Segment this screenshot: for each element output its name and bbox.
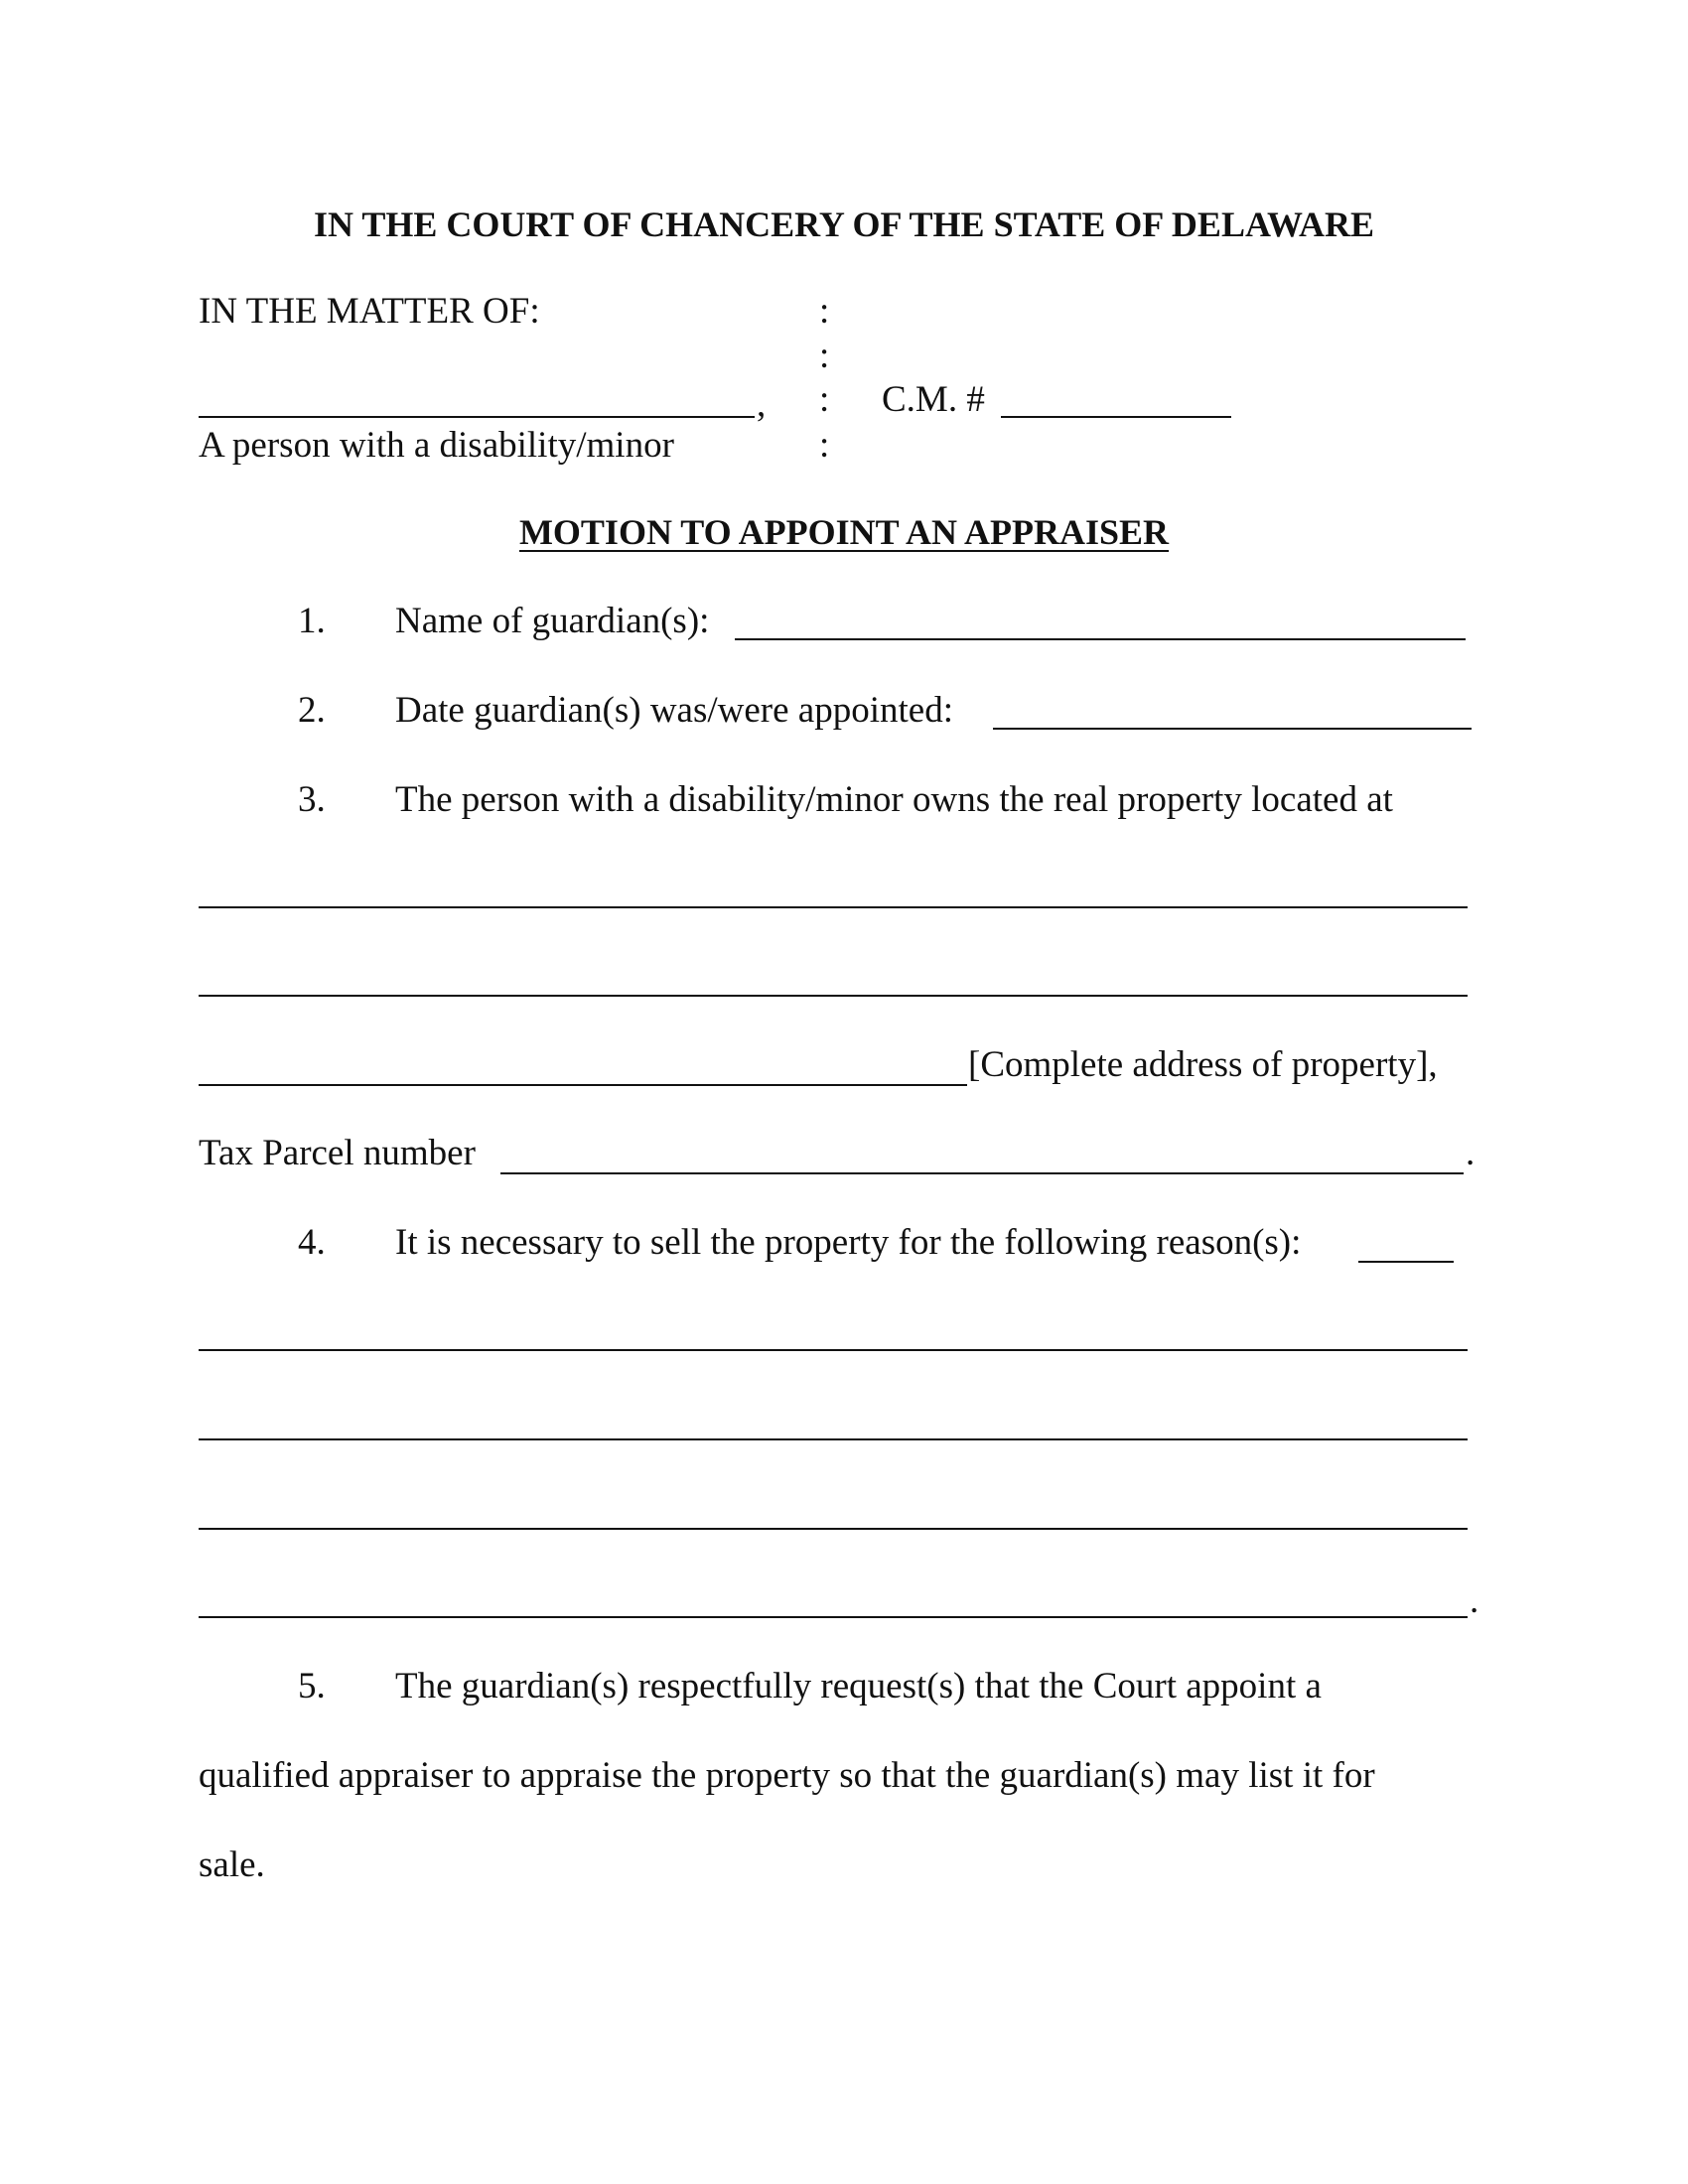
tax-parcel-line[interactable]	[500, 1172, 1464, 1174]
caption-colon: :	[819, 291, 830, 332]
tax-parcel-period: .	[1466, 1133, 1476, 1173]
address-line[interactable]	[199, 1084, 967, 1086]
reason-line[interactable]	[199, 1616, 1468, 1618]
address-note: [Complete address of property],	[968, 1044, 1438, 1085]
reason-period: .	[1470, 1580, 1479, 1621]
reason-line[interactable]	[199, 1438, 1468, 1440]
matter-label: IN THE MATTER OF:	[199, 291, 540, 332]
guardian-name-line[interactable]	[735, 638, 1466, 640]
reason-line[interactable]	[199, 1528, 1468, 1530]
item-number: 3.	[298, 779, 326, 820]
item-text: The person with a disability/minor owns the real property located at	[395, 779, 1393, 820]
address-line[interactable]	[199, 995, 1468, 997]
motion-title: MOTION TO APPOINT AN APPRAISER	[518, 512, 1170, 552]
item-number: 5.	[298, 1666, 326, 1706]
tax-parcel-label: Tax Parcel number	[199, 1133, 476, 1173]
item-text: Date guardian(s) was/were appointed:	[395, 690, 953, 731]
item-text: The guardian(s) respectfully request(s) that the Court appoint a	[395, 1666, 1322, 1706]
item-text-continued: sale.	[199, 1844, 265, 1885]
item-text: Name of guardian(s):	[395, 601, 710, 641]
item-number: 1.	[298, 601, 326, 641]
caption-colon: :	[819, 379, 830, 420]
appointment-date-line[interactable]	[993, 728, 1472, 730]
reason-line[interactable]	[1358, 1261, 1454, 1263]
party-name-line[interactable]	[199, 416, 755, 418]
cm-label: C.M. #	[882, 379, 985, 420]
item-text: It is necessary to sell the property for the following reason(s):	[395, 1222, 1302, 1263]
court-title: IN THE COURT OF CHANCERY OF THE STATE OF DELAWARE	[314, 205, 1374, 244]
item-text-continued: qualified appraiser to appraise the property so that the guardian(s) may list it for	[199, 1755, 1375, 1796]
caption-colon: :	[819, 336, 830, 376]
item-number: 4.	[298, 1222, 326, 1263]
cm-number-line[interactable]	[1001, 416, 1231, 418]
person-label: A person with a disability/minor	[199, 425, 674, 466]
item-number: 2.	[298, 690, 326, 731]
address-line[interactable]	[199, 906, 1468, 908]
reason-line[interactable]	[199, 1349, 1468, 1351]
party-name-comma: ,	[757, 384, 767, 425]
caption-colon: :	[819, 425, 830, 466]
